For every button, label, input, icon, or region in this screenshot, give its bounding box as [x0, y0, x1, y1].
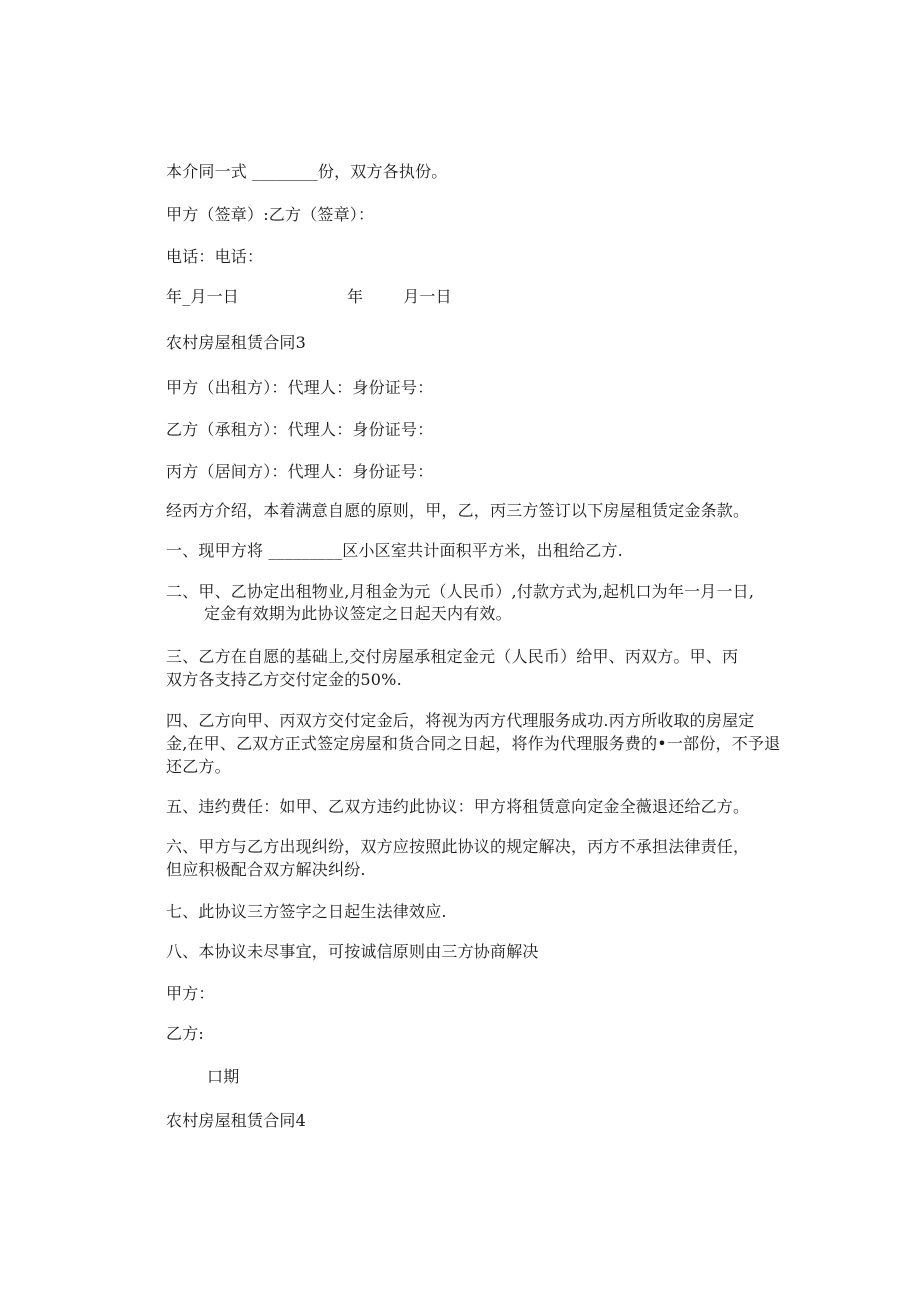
- clause-7: 七、此协议三方签字之日起生法律效应.: [166, 902, 447, 921]
- clause-6-line-2: 但应积极配合双方解决纠纷.: [166, 860, 366, 879]
- clause-3-line-1: 三、乙方在自愿的基础上,交付房屋承租定金元（人民币）给甲、丙双方。甲、丙: [166, 647, 739, 666]
- clause-3-line-2: 双方各支持乙方交付定金的50%.: [166, 670, 402, 689]
- copies-clause: 本介同一式 ________份，双方各执份。: [166, 162, 448, 181]
- clause-2-line-1: 二、甲、乙协定出租物业,月租金为元（人民币）,付款方式为,起机口为年一月一日,: [166, 582, 755, 601]
- sign-party-b: 乙方:: [166, 1024, 204, 1043]
- signature-line: 甲方（签章）:乙方（签章）：: [166, 205, 375, 224]
- clause-4-line-1: 四、乙方向甲、丙双方交付定金后，将视为丙方代理服务成功.丙方所收取的房屋定: [166, 711, 755, 730]
- clause-4-line-2: 金,在甲、乙双方正式签定房屋和货合同之日起，将作为代理服务费的•一部份，不予退: [166, 734, 781, 753]
- sign-date: 口期: [207, 1067, 240, 1086]
- date-part-2: 年: [347, 287, 364, 306]
- date-part-1: 年_月一日: [166, 287, 240, 306]
- clause-1: 一、现甲方将 _________区小区室共计面积平方米，出租给乙方.: [166, 541, 623, 560]
- contract-title-4: 农村房屋租赁合同4: [166, 1111, 306, 1130]
- party-a-line: 甲方（出租方）：代理人：身份证号：: [166, 378, 434, 397]
- sign-party-a: 甲方：: [166, 984, 215, 1003]
- intro-paragraph: 经丙方介绍，本着满意自愿的原则，甲，乙，丙三方签订以下房屋租赁定金条款。: [166, 501, 750, 520]
- party-b-line: 乙方（承租方）：代理人：身份证号：: [166, 420, 434, 439]
- date-line: [166, 287, 452, 307]
- clause-5: 五、违约费任：如甲、乙双方违约此协议：甲方将租赁意向定金全薇退还给乙方。: [166, 797, 750, 816]
- clause-4-line-3: 还乙方。: [166, 757, 231, 776]
- clause-2-line-2: 定金有效期为此协议签定之日起天内有效。: [204, 604, 512, 623]
- clause-8: 八、本协议未尽事宜，可按诚信原则由三方协商解决: [166, 942, 539, 961]
- clause-6-line-1: 六、甲方与乙方出现纠纷，双方应按照此协议的规定解决，丙方不承担法律责任，: [166, 837, 750, 856]
- party-c-line: 丙方（居间方）：代理人：身份证号：: [166, 462, 434, 481]
- contract-title-3: 农村房屋租赁合同3: [166, 333, 306, 352]
- date-part-3: 月一日: [403, 287, 452, 306]
- phone-line: 电话：电话：: [166, 247, 264, 266]
